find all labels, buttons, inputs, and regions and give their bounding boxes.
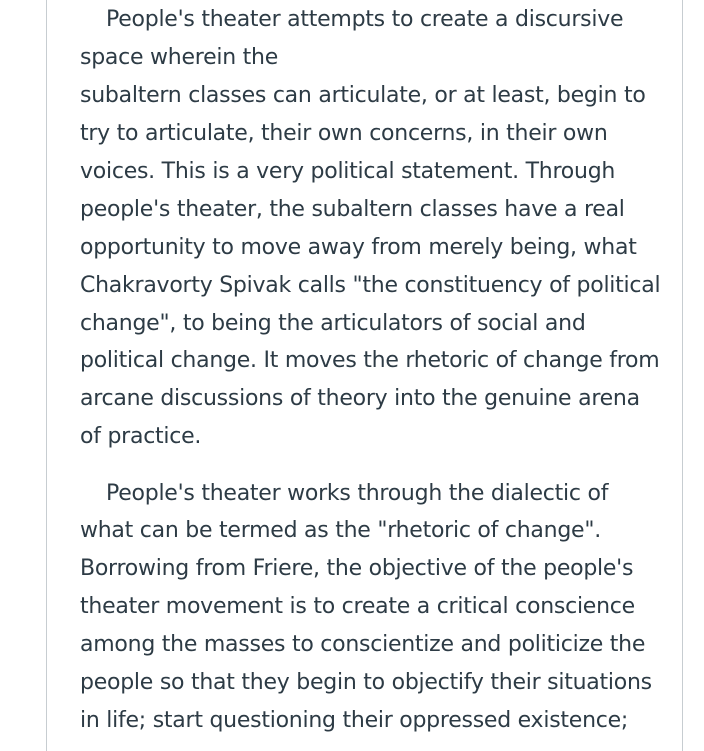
paragraph-2-line-1: People's theater works through the dialectic of <box>106 481 609 506</box>
paragraph-1-line-9: change", to being the articulators of social and <box>80 311 586 336</box>
paragraph-2-line-2: what can be termed as the "rhetoric of change". <box>80 518 601 543</box>
paragraph-1-line-6: people's theater, the subaltern classes have a real <box>80 197 625 222</box>
paragraph-1-line-10: political change. It moves the rhetoric of change from <box>80 348 660 373</box>
paragraph-1-line-12: of practice. <box>80 424 202 449</box>
paragraph-1-line-5: voices. This is a very political statement. Through <box>80 159 616 184</box>
paragraph-2-line-3: Borrowing from Friere, the objective of the people's <box>80 556 634 581</box>
paragraph-1-line-1: People's theater attempts to create a discursive <box>106 7 624 32</box>
paragraph-1-line-11: arcane discussions of theory into the genuine arena <box>80 386 640 411</box>
paragraph-1-line-8: Chakravorty Spivak calls "the constituency of political <box>80 273 661 298</box>
paragraph-2-line-7: in life; start questioning their oppressed existence; <box>80 708 629 733</box>
paragraph-1-line-3: subaltern classes can articulate, or at least, begin to <box>80 83 646 108</box>
paragraph-1-line-4: try to articulate, their own concerns, in their own <box>80 121 608 146</box>
paragraph-2-line-6: people so that they begin to objectify their situations <box>80 670 652 695</box>
paragraph-1-line-7: opportunity to move away from merely being, what <box>80 235 637 260</box>
paragraph-1-line-2: space wherein the <box>80 45 279 70</box>
paragraph-2-line-4: theater movement is to create a critical conscience <box>80 594 635 619</box>
paragraph-2-line-5: among the masses to conscientize and politicize the <box>80 632 646 657</box>
